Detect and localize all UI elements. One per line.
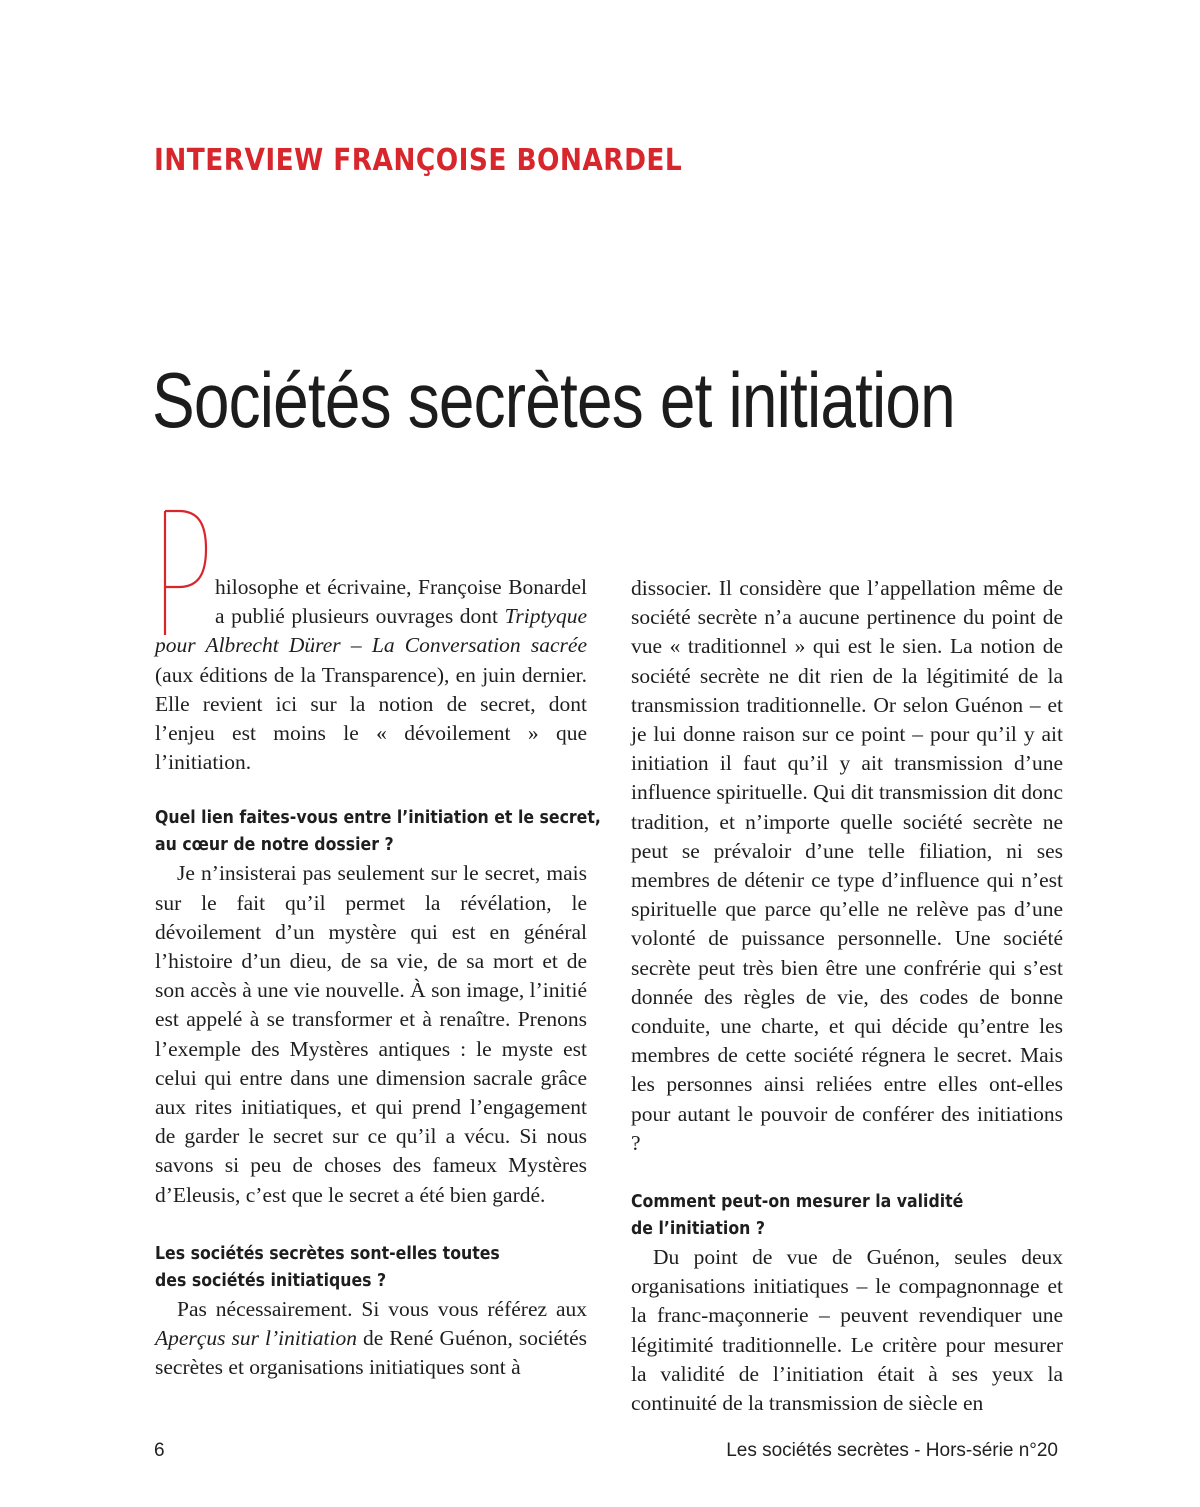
right-column bbox=[631, 574, 1063, 1418]
answer-3: Du point de vue de Guénon, seules deux organisations initiatiques – le compagnonnage et la franc-maçonnerie – peuvent revendiquer une légitimité traditionnelle. Le critère pour mesurer la validité de l’initiation était à ses yeux la continuité de la transmission de siècle en bbox=[631, 1245, 1063, 1416]
section-kicker: INTERVIEW FRANÇOISE BONARDEL bbox=[154, 143, 683, 178]
answer-2 bbox=[155, 1295, 587, 1383]
question-2-line-1: Les sociétés secrètes sont-elles toutes bbox=[155, 1243, 500, 1264]
drop-cap-p-glyph bbox=[155, 507, 209, 637]
answer-2-text-1: Pas nécessairement. Si vous vous référez aux bbox=[177, 1296, 587, 1321]
question-2-line-2: des sociétés initiatiques ? bbox=[155, 1270, 387, 1291]
intro-paragraph bbox=[155, 573, 587, 777]
answer-2-continued: dissocier. Il considère que l’appellation même de société secrète n’a aucune pertinence du point de vue « traditionnel » qui est le sien. La notion de société secrète ne dit rien de la légitimité de la transmission traditionnelle. Or selon Guénon – et je lui donne raison sur ce point – pour qu’il y ait initiation il faut qu’il y ait transmission d’une influence spirituelle. Qui dit transmission dit donc tradition, et n’importe quelle société secrète ne peut se prévaloir d’une telle filiation, ni ses membres de détenir ce type d’influence qui n’est spirituelle que parce qu’elle ne relève pas d’une volonté de puissance personnelle. Une société secrète peut très bien être une confrérie qui s’est donnée des règles de vie, des codes de bonne conduite, une charte, et qui décide qu’entre les membres de cette société régnera le secret. Mais les personnes ainsi reliées entre elles ont-elles pour autant le pouvoir de conférer des initiations ? bbox=[631, 576, 1063, 1155]
drop-cap bbox=[155, 507, 209, 627]
question-3-line-1: Comment peut-on mesurer la validité bbox=[631, 1192, 964, 1213]
question-3 bbox=[631, 1189, 1063, 1243]
answer-2-book-title: Aperçus sur l’initiation bbox=[155, 1326, 357, 1351]
intro-text-2: (aux éditions de la Transparence), en juin dernier. Elle revient ici sur la notion de secret, dont l’enjeu est moins le « dévoilement » que l’initiation. bbox=[155, 662, 587, 775]
page-number: 6 bbox=[154, 1440, 165, 1461]
intro-text-1: hilosophe et écrivaine, Françoise Bonardel a publié plusieurs ouvrages dont bbox=[215, 575, 587, 629]
publication-footer: Les sociétés secrètes - Hors-série n°20 bbox=[726, 1440, 1058, 1461]
answer-2-text-2: de René Guénon, sociétés secrètes et organisations initiatiques sont à bbox=[155, 1326, 587, 1380]
answer-1: Je n’insisterai pas seulement sur le secret, mais sur le fait qu’il permet la révélation, le dévoilement d’un mystère qui est en général l’histoire d’un dieu, de sa vie, de sa mort et de son accès à une vie nouvelle. À son image, l’initié est appelé à se transformer et à renaître. Prenons l’exemple des Mystères antiques : le myste est celui qui entre dans une dimension sacrale grâce aux rites initiatiques, et qui prend l’engagement de garder le secret sur ce qu’il a vécu. Si nous savons si peu de choses des fameux Mystères d’Eleusis, c’est que le secret a été bien gardé. bbox=[155, 861, 587, 1207]
question-2 bbox=[155, 1241, 587, 1295]
intro-book-title: Triptyque pour Albrecht Dürer – La Conversation sacrée bbox=[155, 604, 587, 658]
page-title: Sociétés secrètes et initiation bbox=[152, 356, 955, 444]
question-1-line-1: Quel lien faites-vous entre l’initiation et le secret, bbox=[155, 808, 601, 829]
left-column bbox=[155, 573, 601, 1382]
question-3-line-2: de l’initiation ? bbox=[631, 1219, 765, 1240]
question-1-line-2: au cœur de notre dossier ? bbox=[155, 835, 394, 856]
question-1 bbox=[155, 805, 601, 859]
